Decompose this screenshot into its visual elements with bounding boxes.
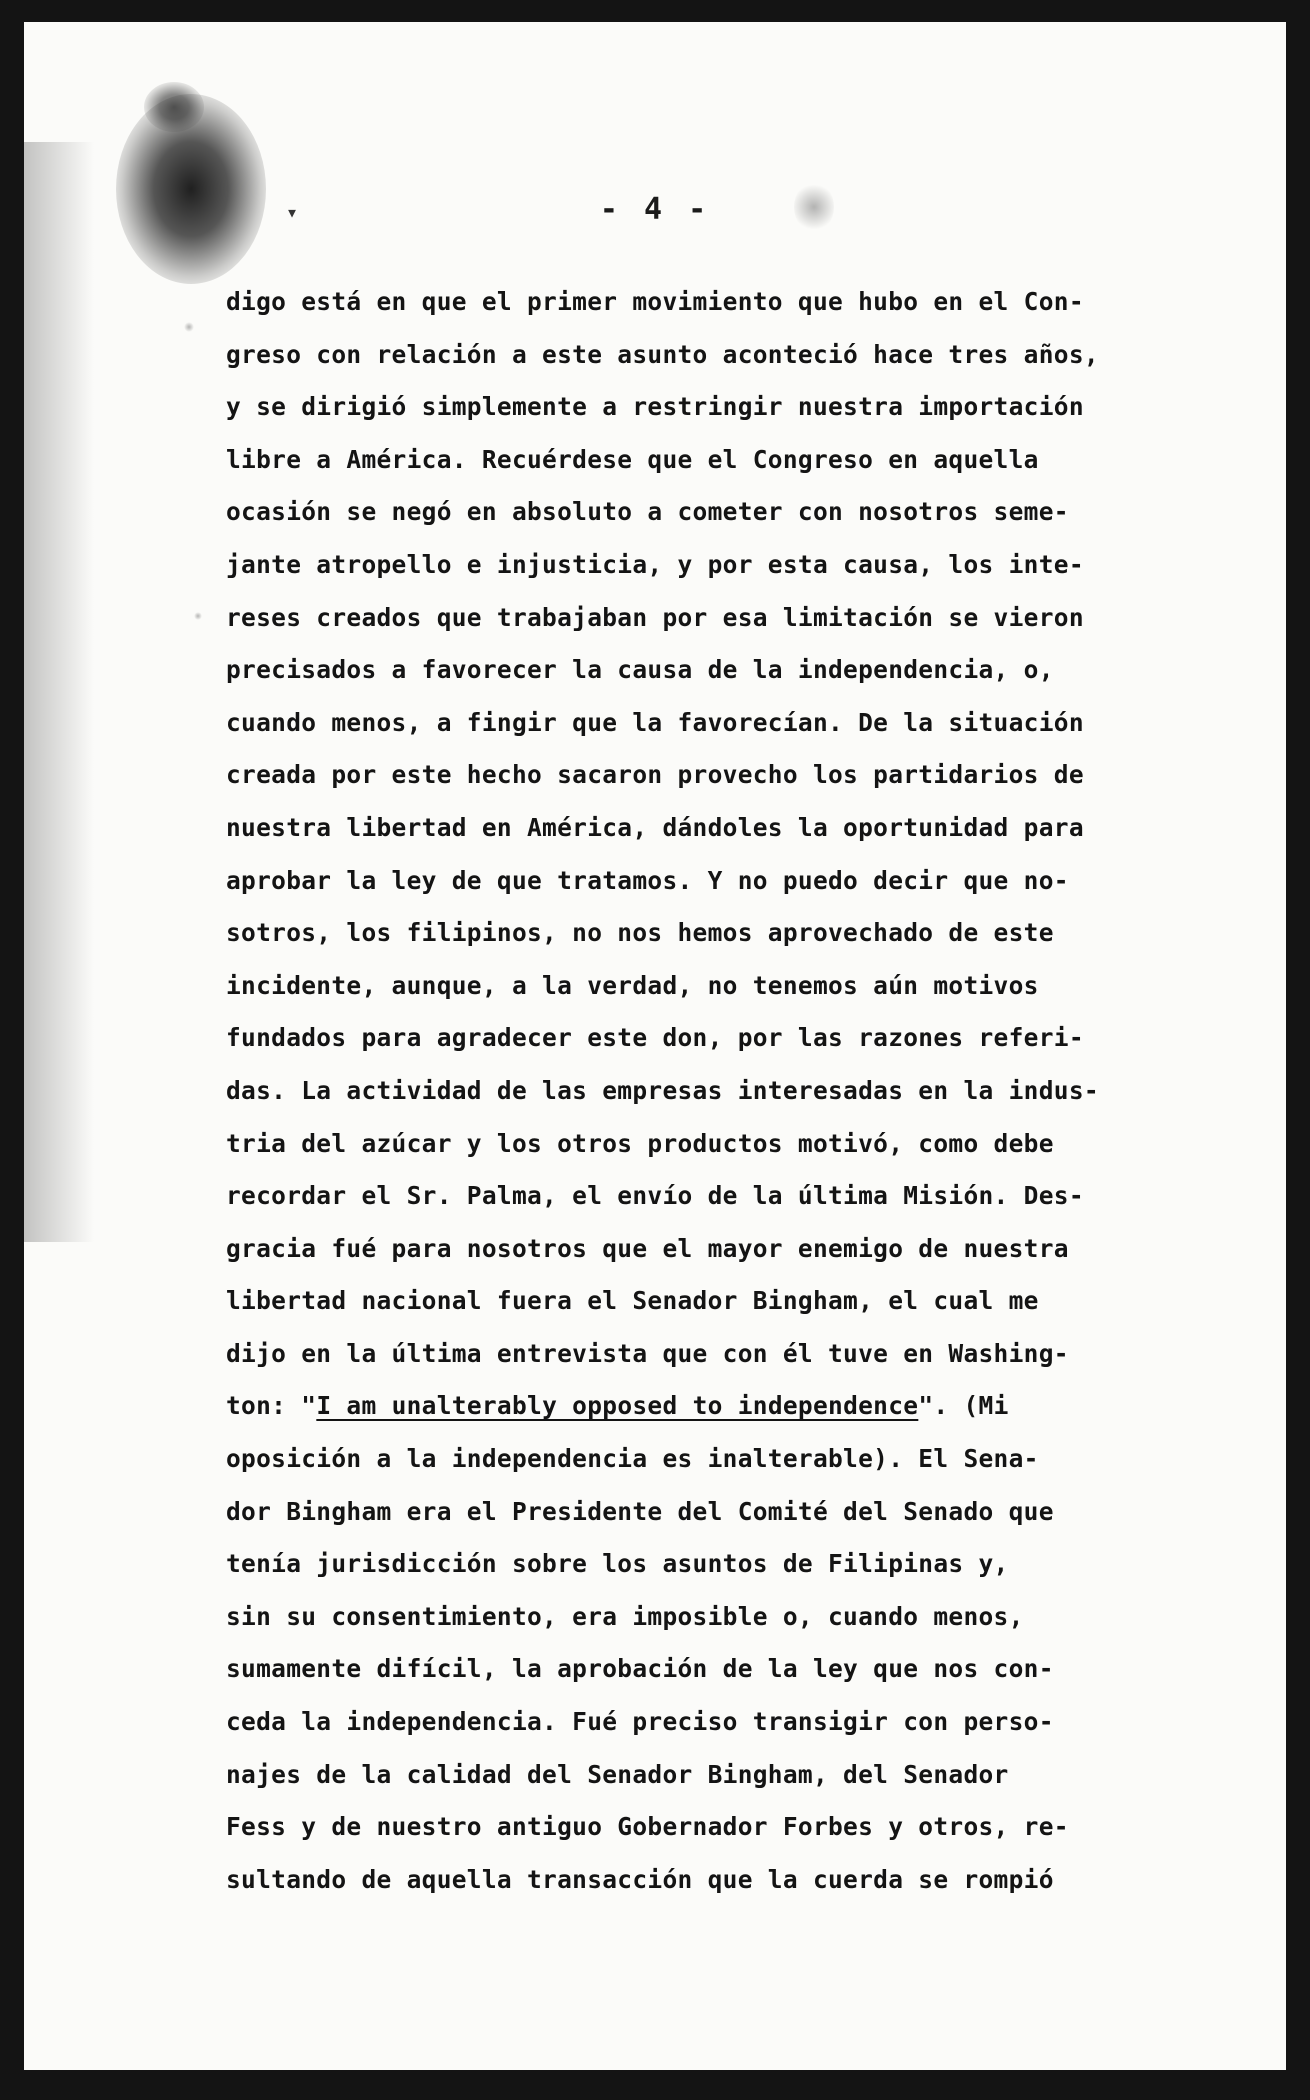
text-line: y se dirigió simplemente a restringir nuestra importación <box>226 392 1084 422</box>
quote-suffix: ". (Mi <box>918 1391 1009 1421</box>
text-line: reses creados que trabajaban por esa limitación se vieron <box>226 602 1084 632</box>
text-line: sin su consentimiento, era imposible o, cuando menos, <box>226 1601 1024 1631</box>
text-line: nuestra libertad en América, dándoles la oportunidad para <box>226 812 1084 842</box>
text-line: najes de la calidad del Senador Bingham, del Senador <box>226 1759 1009 1789</box>
document-page <box>24 22 1286 2070</box>
text-line: oposición a la independencia es inalterable). El Sena- <box>226 1444 1039 1474</box>
text-line: recordar el Sr. Palma, el envío de la última Misión. Des- <box>226 1181 1084 1211</box>
quote-line <box>226 1380 1166 1433</box>
text-line: das. La actividad de las empresas interesadas en la indus- <box>226 1075 1099 1105</box>
text-line: dijo en la última entrevista que con él tuve en Washing- <box>226 1338 1069 1368</box>
text-line: incidente, aunque, a la verdad, no tenemos aún motivos <box>226 970 1039 1000</box>
text-line: dor Bingham era el Presidente del Comité del Senado que <box>226 1496 1054 1526</box>
quote-prefix: ton: " <box>226 1391 317 1421</box>
text-line: sotros, los filipinos, no nos hemos aprovechado de este <box>226 918 1054 948</box>
text-line: creada por este hecho sacaron provecho los partidarios de <box>226 760 1084 790</box>
text-line: Fess y de nuestro antiguo Gobernador Forbes y otros, re- <box>226 1812 1069 1842</box>
text-line: sultando de aquella transacción que la cuerda se rompió <box>226 1864 1054 1894</box>
text-line: fundados para agradecer este don, por las razones referi- <box>226 1023 1084 1053</box>
text-line: tenía jurisdicción sobre los asuntos de Filipinas y, <box>226 1549 1009 1579</box>
page-number: - 4 - <box>599 192 711 227</box>
edge-stain <box>24 142 94 1242</box>
text-line: gracia fué para nosotros que el mayor enemigo de nuestra <box>226 1233 1069 1263</box>
text-line: jante atropello e injusticia, y por esta causa, los inte- <box>226 549 1084 579</box>
paper-speck <box>184 322 194 332</box>
text-line: libertad nacional fuera el Senador Bingham, el cual me <box>226 1286 1039 1316</box>
text-line: libre a América. Recuérdese que el Congreso en aquella <box>226 444 1039 474</box>
ink-smudge-small <box>144 82 204 132</box>
text-line: tria del azúcar y los otros productos motivó, como debe <box>226 1128 1054 1158</box>
text-line: aprobar la ley de que tratamos. Y no puedo decir que no- <box>226 865 1069 895</box>
english-quote: I am unalterably opposed to independence <box>316 1391 919 1421</box>
text-line: sumamente difícil, la aprobación de la ley que nos con- <box>226 1654 1054 1684</box>
text-line: ocasión se negó en absoluto a cometer con nosotros seme- <box>226 497 1069 527</box>
paper-speck <box>194 612 202 620</box>
text-line: ceda la independencia. Fué preciso transigir con perso- <box>226 1707 1054 1737</box>
text-line: precisados a favorecer la causa de la independencia, o, <box>226 655 1054 685</box>
text-line: greso con relación a este asunto aconteció hace tres años, <box>226 339 1099 369</box>
text-line: digo está en que el primer movimiento que hubo en el Con- <box>226 287 1084 316</box>
text-line: cuando menos, a fingir que la favorecían. De la situación <box>226 707 1084 737</box>
corner-mark: ▾ <box>286 200 299 224</box>
body-text <box>226 276 1166 1906</box>
